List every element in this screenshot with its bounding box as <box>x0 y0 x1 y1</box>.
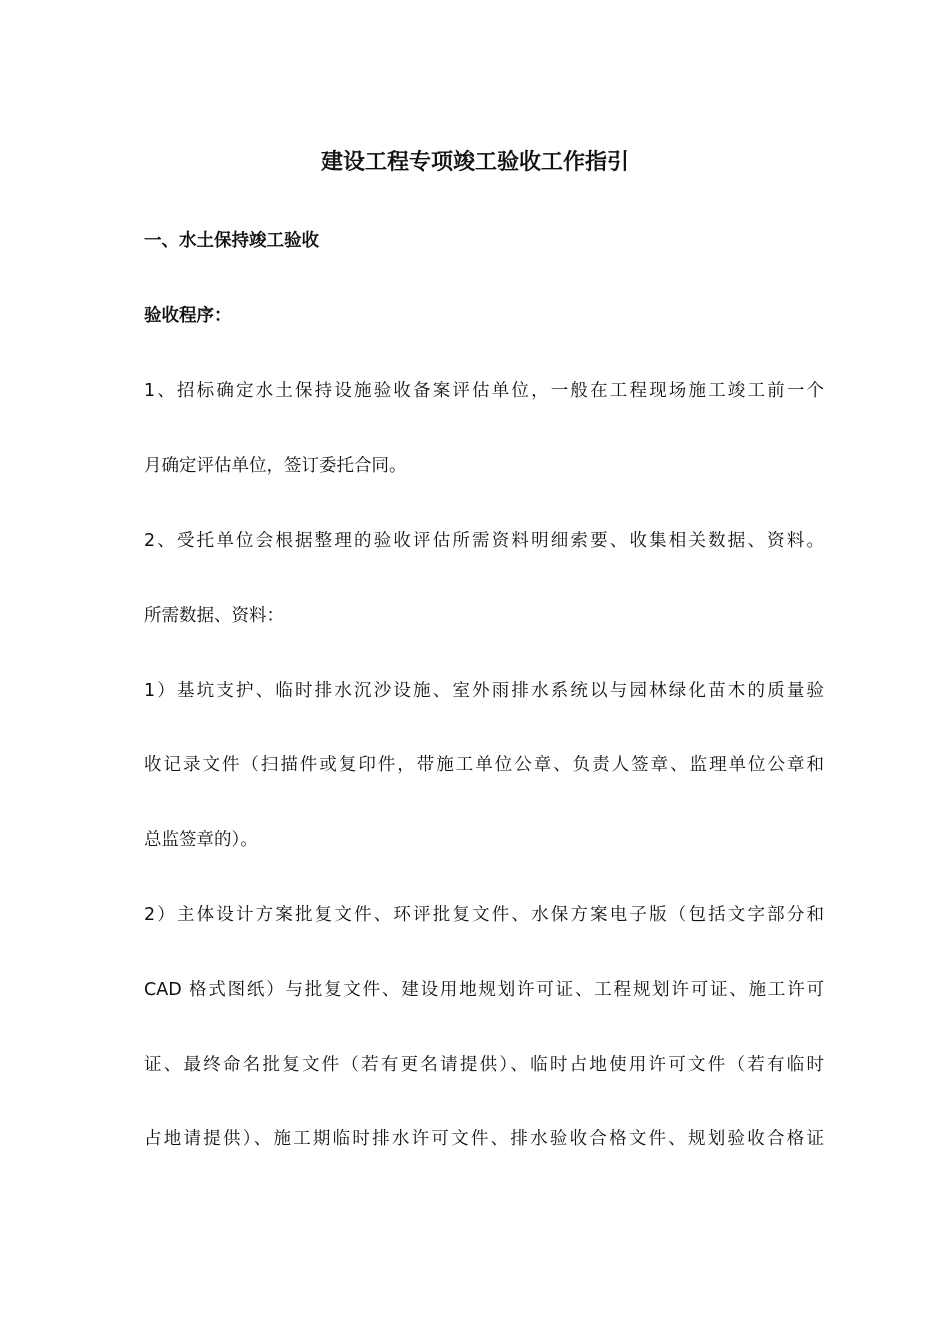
paragraph-line: 所需数据、资料： <box>144 606 284 626</box>
paragraph-line: 总监签章的）。 <box>144 830 258 850</box>
paragraph-line: 证、最终命名批复文件（若有更名请提供）、临时占地使用许可文件（若有临时 <box>144 1055 824 1075</box>
document-title: 建设工程专项竣工验收工作指引 <box>320 150 629 175</box>
paragraph-line: CAD 格式图纸）与批复文件、建设用地规划许可证、工程规划许可证、施工许可 <box>144 980 824 1000</box>
paragraph-line: 1、招标确定水土保持设施验收备案评估单位，一般在工程现场施工竣工前一个 <box>144 381 824 401</box>
paragraph-line: 1）基坑支护、临时排水沉沙设施、室外雨排水系统以与园林绿化苗木的质量验 <box>144 681 824 701</box>
paragraph-line: 月确定评估单位，签订委托合同。 <box>144 456 407 476</box>
paragraph-line: 占地请提供）、施工期临时排水许可文件、排水验收合格文件、规划验收合格证 <box>144 1129 824 1149</box>
procedure-subheading: 验收程序： <box>144 306 232 326</box>
section-heading: 一、水土保持竣工验收 <box>144 231 319 251</box>
paragraph-line: 2、受托单位会根据整理的验收评估所需资料明细索要、收集相关数据、资料。 <box>144 531 824 551</box>
paragraph-line: 收记录文件（扫描件或复印件，带施工单位公章、负责人签章、监理单位公章和 <box>144 755 824 775</box>
paragraph-line: 2）主体设计方案批复文件、环评批复文件、水保方案电子版（包括文字部分和 <box>144 905 824 925</box>
